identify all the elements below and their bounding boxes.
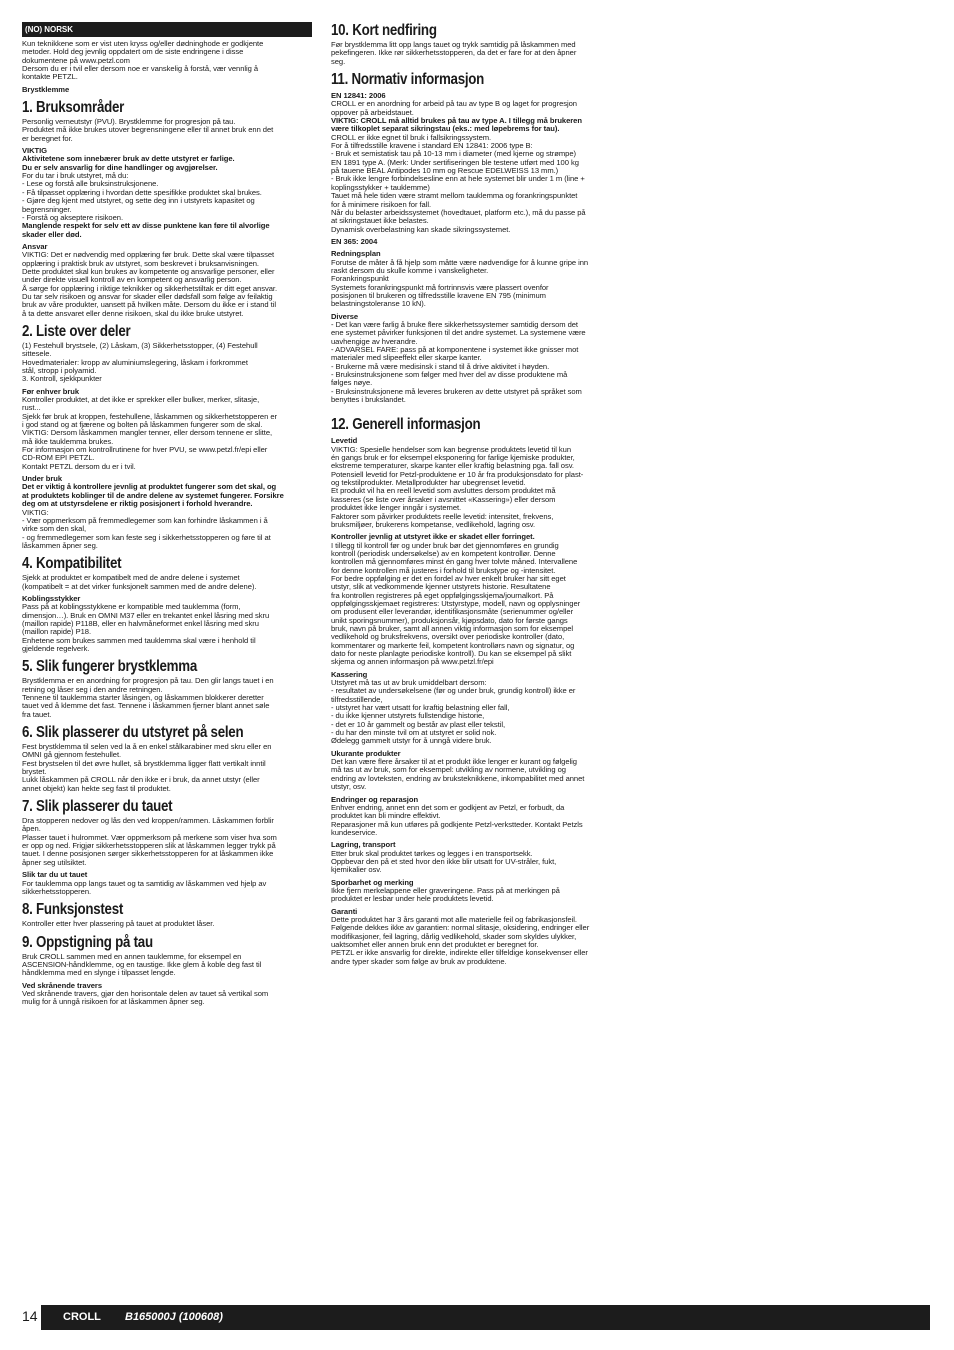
section-heading: 8. Funksjonstest bbox=[22, 901, 124, 919]
section-heading: 1. Bruksområder bbox=[22, 99, 125, 117]
paragraph: Før brystklemma litt opp langs tauet og trykk samtidig på låskammen med pekefingeren. Ikke rør sikkerhetsstopperen, da det er fare for at den åpner seg. bbox=[331, 40, 577, 66]
paragraph: Det kan være flere årsaker til at et produkt ikke lenger er kurant og følgelig må tas ut av bruk, som for eksempel: utvikling av normene, utvikling og endring av lovteksten, endring av bruksteknikkene, inkompabilitet med annet utstyr, osv. bbox=[331, 757, 585, 792]
subheading: VIKTIG bbox=[22, 146, 48, 156]
subheading: Før enhver bruk bbox=[22, 386, 80, 396]
subheading: Sporbarhet og merking bbox=[331, 877, 414, 887]
language-label: (NO) NORSK bbox=[22, 22, 312, 37]
paragraph: Ved skrånende travers, gjør den horisontale delen av tauet så vertikal som mulig for å unngå risikoen for at låskammen åpner seg. bbox=[22, 988, 269, 1007]
paragraph: Pass på at koblingsstykkene er kompatible med tauklemma (form, dimensjon…). Bruk en OMNI M37 eller en trekantet enkel låsring med skru (maillon rapide) P118B, eller en halvmåneformet enkel låsring med skru (maillon rapide) P18. Enhetene som brukes sammen med tauklemma skal være i henhold til gjeldende regelverk. bbox=[22, 602, 270, 653]
paragraph: Enhver endring, annet enn det som er godkjent av Petzl, er forbudt, da produktet kan bli mindre effektivt. Reparasjoner må kun utføres på godkjente Petzl-verkstteder. Kontakt Petzls kundeservice. bbox=[331, 802, 583, 837]
subheading: Diverse bbox=[331, 311, 359, 321]
paragraph: Ikke fjern merkelappene eller graveringene. Pass på at merkingen på produktet er lesbar under hele produktets levetid. bbox=[331, 885, 560, 904]
paragraph: Kontroller etter hver plassering på tauet at produktet låser. bbox=[22, 919, 215, 929]
left-column bbox=[22, 22, 312, 1007]
subheading: Endringer og reparasjon bbox=[331, 794, 419, 804]
subheading: EN 12841: 2006 bbox=[331, 91, 386, 101]
subheading: Under bruk bbox=[22, 474, 63, 484]
paragraph: Dette produktet har 3 års garanti mot alle materielle feil og fabrikasjonsfeil. Følgende dekkes ikke av garantien: normal slitasje, oksidering, endringer eller modifikasjoner, feil lagring, dårlig vedlikehold, skader som skyldes ulykker, uaktsomhet eller annen bruk enn det produktet er beregnet for. PETZL er ikke ansvarlig for direkte, indirekte eller tilfeldige konsekvenser eller andre typer skader som følge av bruk av produktene. bbox=[331, 914, 590, 966]
section-heading: 9. Oppstigning på tau bbox=[22, 933, 153, 951]
paragraph: Utstyret må tas ut av bruk umiddelbart dersom: - resultatet av undersøkelsene (før og under bruk, grundig kontroll) ikke er tilfredsstillende, - utstyret har vært utsatt for kraftig belastning eller fall, - du ikke kjenner utstyrets fullstendige historie, - det er 10 år gammelt og består av plast eller tekstil, - du har den minste tvil om at utstyret er solid nok. Ødelegg gammelt utstyr for å unngå videre bruk. bbox=[331, 678, 576, 746]
paragraph: Kontroller produktet, at det ikke er sprekker eller bulker, merker, slitasje, rust... Sjekk før bruk at kroppen, festehullene, låskammen og sikkerhetstopperen er i god stand og at fjærene og bolten på låskammen fungerer som de skal. VIKTIG: Dersom låskammen mangler tenner, eller dersom tennene er slitte, må ikke tauklemma brukes. For informasjon om kontrollrutinene for hver PVU, se www.petzl.fr/epi eller CD-ROM EPI PETZL. Kontakt PETZL dersom du er i tvil. bbox=[22, 395, 277, 471]
subheading: Garanti bbox=[331, 906, 358, 916]
subheading: Ved skrånende travers bbox=[22, 980, 102, 990]
section-heading: 6. Slik plasserer du utstyret på selen bbox=[22, 724, 244, 742]
subheading: Koblingsstykker bbox=[22, 593, 81, 603]
right-column bbox=[331, 22, 623, 966]
section-heading: 12. Generell informasjon bbox=[331, 416, 481, 434]
paragraph: Bruk CROLL sammen med en annen tauklemme, for eksempel en ASCENSION-håndklemme, og en taustige. Ikke glem å koble deg fast til håndklemma med en slynge i tilpasset lengde. bbox=[22, 951, 262, 978]
subheading: Redningsplan bbox=[331, 249, 381, 259]
subheading: Brystklemme bbox=[22, 84, 70, 94]
paragraph: (1) Festehull brystsele, (2) Låskam, (3) Sikkerhetsstopper, (4) Festehull sittesele. Hovedmaterialer: kropp av aluminiumslegering, låskam i forkrommet stål, stropp i polyamid. 3. Kontroll, sjekkpunkter bbox=[22, 340, 258, 384]
subheading: Slik tar du ut tauet bbox=[22, 870, 88, 880]
paragraph: VIKTIG: Det er nødvendig med opplæring før bruk. Dette skal være tilpasset opplæring i praktisk bruk av utstyret, som beskrevet i bruksanvisningen. Dette produktet skal kun brukes av kompetente og ansvarlige personer, eller under direkte visuell kontroll av en kompetent og ansvarlig person. Å sørge for opplæring i riktige teknikker og sikkerhetstiltak er ditt eget ansvar. Du tar selv risikoen og ansvar for skader eller dødsfall som følge av feilaktig bruk av våre produkter, uansett på hvilken måte. Dersom du ikke er i stand til å ta dette ansvaret eller denne risikoen, skal du ikke bruke utstyret. bbox=[22, 250, 278, 318]
footer-product: CROLL bbox=[63, 1311, 101, 1323]
footer-document-code: B165000J (100608) bbox=[125, 1311, 223, 1323]
paragraph: CROLL er en anordning for arbeid på tau av type B og laget for progresjon oppover på arbeidstauet. bbox=[331, 99, 577, 117]
warning-paragraph: Manglende respekt for selv ett av disse punktene kan føre til alvorlige skader eller død. bbox=[22, 221, 270, 239]
subheading: Kontroller jevnlig at utstyret ikke er skadet eller forringet. bbox=[331, 532, 535, 542]
section-heading: 5. Slik fungerer brystklemma bbox=[22, 658, 198, 676]
subheading: Lagring, transport bbox=[331, 840, 396, 850]
page-footer bbox=[22, 1305, 930, 1330]
paragraph: Forutse de måter å få hjelp som måtte være nødvendige for å kunne gripe inn raskt dersom du skulle komme i vanskeligheter. Forankringspunkt Systemets forankringspunkt må fortrinnsvis være plassert ovenfor posisjonen til brukeren og tilfredsstille kravene EN 795 (minimum belastningstoleranse 10 kN). bbox=[331, 257, 589, 309]
page-number: 14 bbox=[22, 1308, 38, 1324]
paragraph: For du tar i bruk utstyret, må du: - Lese og forstå alle bruksinstruksjonene. - Få tilpasset opplæring i hvordan dette spesifikke produktet skal brukes. - Gjøre deg kjent med utstyret, og sette deg inn i utstyrets kapasitet og begrensninger. - Forstå og akseptere risikoen. bbox=[22, 171, 262, 222]
paragraph: Etter bruk skal produktet tørkes og legges i en transportsekk. Oppbevar den på et sted hvor den ikke blir utsatt for UV-stråler, fukt, kjemikalier osv. bbox=[331, 848, 557, 875]
subheading: Kassering bbox=[331, 669, 368, 679]
warning-paragraph: Det er viktig å kontrollere jevnlig at produktet fungerer som det skal, og at produktets koblinger til de andre delene av systemet fungerer. Forsikre deg om at utstyrsdelene er riktig posisjonert i forhold hverandre. bbox=[22, 482, 284, 509]
subheading: Levetid bbox=[331, 436, 358, 446]
paragraph: Personlig verneutstyr (PVU). Brystklemme for progresjon på tau. Produktet må ikke brukes utover begrensningene eller til annet bruk enn det er beregnet for. bbox=[22, 117, 274, 143]
section-heading: 2. Liste over deler bbox=[22, 322, 131, 340]
paragraph: CROLL er ikke egnet til bruk i fallsikringssystem. For å tilfredsstille kravene i standard EN 12841: 2006 type B: - Bruk et semistatisk tau på 10-13 mm i diameter (med kjerne og strømpe) EN 1891 type A. (Merk: Under sertifiseringen ble testene utført med 100 kg på tauene BEAL Antipodes 10 mm og Rescue EDELWEISS 13 mm.) - Bruk ikke lengre forbindelsesline enn at hele systemet blir under 1 m (line + koplingsstykker + tauklemme) Tauet må hele tiden være stramt mellom tauklemma og forankringspunktet for å minimere risikoen for fall. Når du belaster arbeidssystemet (hovedtauet, platform etc.), må du passe på at sikringstauet ikke belastes. Dynamisk overbelastning kan skade sikringssystemet. bbox=[331, 132, 586, 234]
section-heading: 10. Kort nedfiring bbox=[331, 22, 437, 39]
warning-paragraph: Aktivitetene som innebærer bruk av dette utstyret er farlige. Du er selv ansvarlig for dine handlinger og avgjørelser. bbox=[22, 154, 235, 172]
section-heading: 11. Normativ informasjon bbox=[331, 71, 485, 89]
subheading: Ukurante produkter bbox=[331, 748, 401, 758]
paragraph: Kun teknikkene som er vist uten kryss og/eller dødninghode er godkjente metoder. Hold deg jevnlig oppdatert om de siste endringene i disse dokumentene på www.petzl.com Dersom du er i tvil eller dersom noe er vanskelig å forstå, vær vennlig å kontakte PETZL. bbox=[22, 39, 264, 82]
paragraph: - Det kan være farlig å bruke flere sikkerhetssystemer samtidig dersom det ene systemet påvirker funksjonen til det andre systemet. La systemene være uavhengige av hverandre. - ADVARSEL FARE: pass på at komponentene i systemet ikke gnisser mot materialer med slipeeffekt eller skarpe kanter. - Brukerne må være medisinsk i stand til å drive aktivitet i høyden. - Bruksinstruksjonene som følger med hver del av disse produktene må følges nøye. - Bruksinstruksjonene må leveres brukeren av dette utstyret på språket som benyttes i brukslandet. bbox=[331, 319, 586, 405]
paragraph: Brystklemma er en anordning for progresjon på tau. Den glir langs tauet i en retning og låser seg i den andre retningen. Tennene til tauklemma starter låsingen, og låskammen blokkerer deretter tauet ved å klemme det fast. Tennene i låskammen fjerner blant annet søle fra tauet. bbox=[22, 676, 274, 719]
section-heading: 7. Slik plasserer du tauet bbox=[22, 798, 173, 816]
paragraph: Sjekk at produktet er kompatibelt med de andre delene i systemet (kompatibelt = at det virker funksjonelt sammen med de andre delene). bbox=[22, 573, 257, 591]
paragraph: Dra stopperen nedover og lås den ved kroppen/rammen. Låskammen forblir åpen. Plasser tauet i hulrommet. Vær oppmerksom på merkene som viser hva som er opp og ned. Frigjør sikkerhetsstopperen slik at låskammen legger trykk på tauet. I denne posisjonen sørger sikkerhetsstopperen for at låskammen ikke åpner seg utilsiktet. bbox=[22, 816, 277, 867]
subheading: EN 365: 2004 bbox=[331, 236, 378, 246]
paragraph: VIKTIG: Spesielle hendelser som kan begrense produktets levetid til kun én gangs bruk er for eksempel eksponering for farlige kjemiske produkter, ekstreme temperaturer, skarpe kanter eller kraftig belastning pga. fall osv. Potensiell levetid for Petzl-produktene er 10 år fra produksjonsdato for plast- og tekstilprodukter. Metallprodukter har ubegrenset levetid. Et produkt vil ha en reell levetid som avsluttes dersom produktet må kasseres (se liste over årsaker i avsnittet «Kassering») eller dersom produktet ikke lenger inngår i systemet. Faktorer som påvirker produktets reelle levetid: intensitet, frekvens, bruksmiljøer, brukerens kompetanse, vedlikehold, lagring osv. bbox=[331, 444, 584, 529]
paragraph: VIKTIG: - Vær oppmerksom på fremmedlegemer som kan forhindre låskammen i å virke som den skal, - og fremmedlegemer som kan feste seg i sikkerhetsstopperen og føre til at låskammen åpner seg. bbox=[22, 507, 271, 550]
paragraph: I tillegg til kontroll før og under bruk bør det gjennomføres en grundig kontroll (periodisk undersøkelse) av en kompetent kontrollør. Denne kontrollen må gjennomføres minst én gang hver tolvte måned. Intervallene for denne kontrollen må justeres i forhold til brukstype og -intensitet. For bedre oppfølging er det en fordel av hver enkelt bruker har sitt eget utstyr, slik at vedkommende kjenner utstyrets historie. Resultatene fra kontrollen registreres på eget oppfølgingsskjema/journalkort. På oppfølgingsskjemaet registreres: Utstyrstype, modell, navn og opplysninger om produsent eller leverandør, identifikasjonsmåte (serienummer og/eller unikt sporingsnummer), produksjonsår, kjøpsdato, dato for første gangs bruk, navn på bruker, samt all annen viktig informasjon som for eksempel vedlikehold og bruksfrekvens, oversikt over periodiske kontroller (dato, kommentarer og markerte feil, kompetent kontrollørs navn og signatur, og dato for neste planlagte periodiske kontroll). Du kan se eksempel på slikt skjema og annen informasjon på www.petzl.fr/epi bbox=[331, 540, 581, 667]
paragraph: For tauklemma opp langs tauet og ta samtidig av låskammen ved hjelp av sikkerhetsstopperen. bbox=[22, 878, 267, 896]
subheading: Ansvar bbox=[22, 241, 48, 251]
paragraph: Fest brystklemma til selen ved la å en enkel stålkarabiner med skru eller en OMNI gå gjennom festehullet. Fest brystselen til det øvre hullet, så brystklemma ligger flatt vertikalt inntil brystet. Lukk låskammen på CROLL når den ikke er i bruk, da annet utstyr (eller annet objekt) kan hekte seg fast til produktet. bbox=[22, 742, 272, 793]
warning-paragraph: VIKTIG: CROLL må alltid brukes på tau av type A. I tillegg må brukeren være tilkoplet separat sikringstau (eks.: med løpebrems for tau). bbox=[331, 116, 582, 134]
section-heading: 4. Kompatibilitet bbox=[22, 555, 122, 573]
